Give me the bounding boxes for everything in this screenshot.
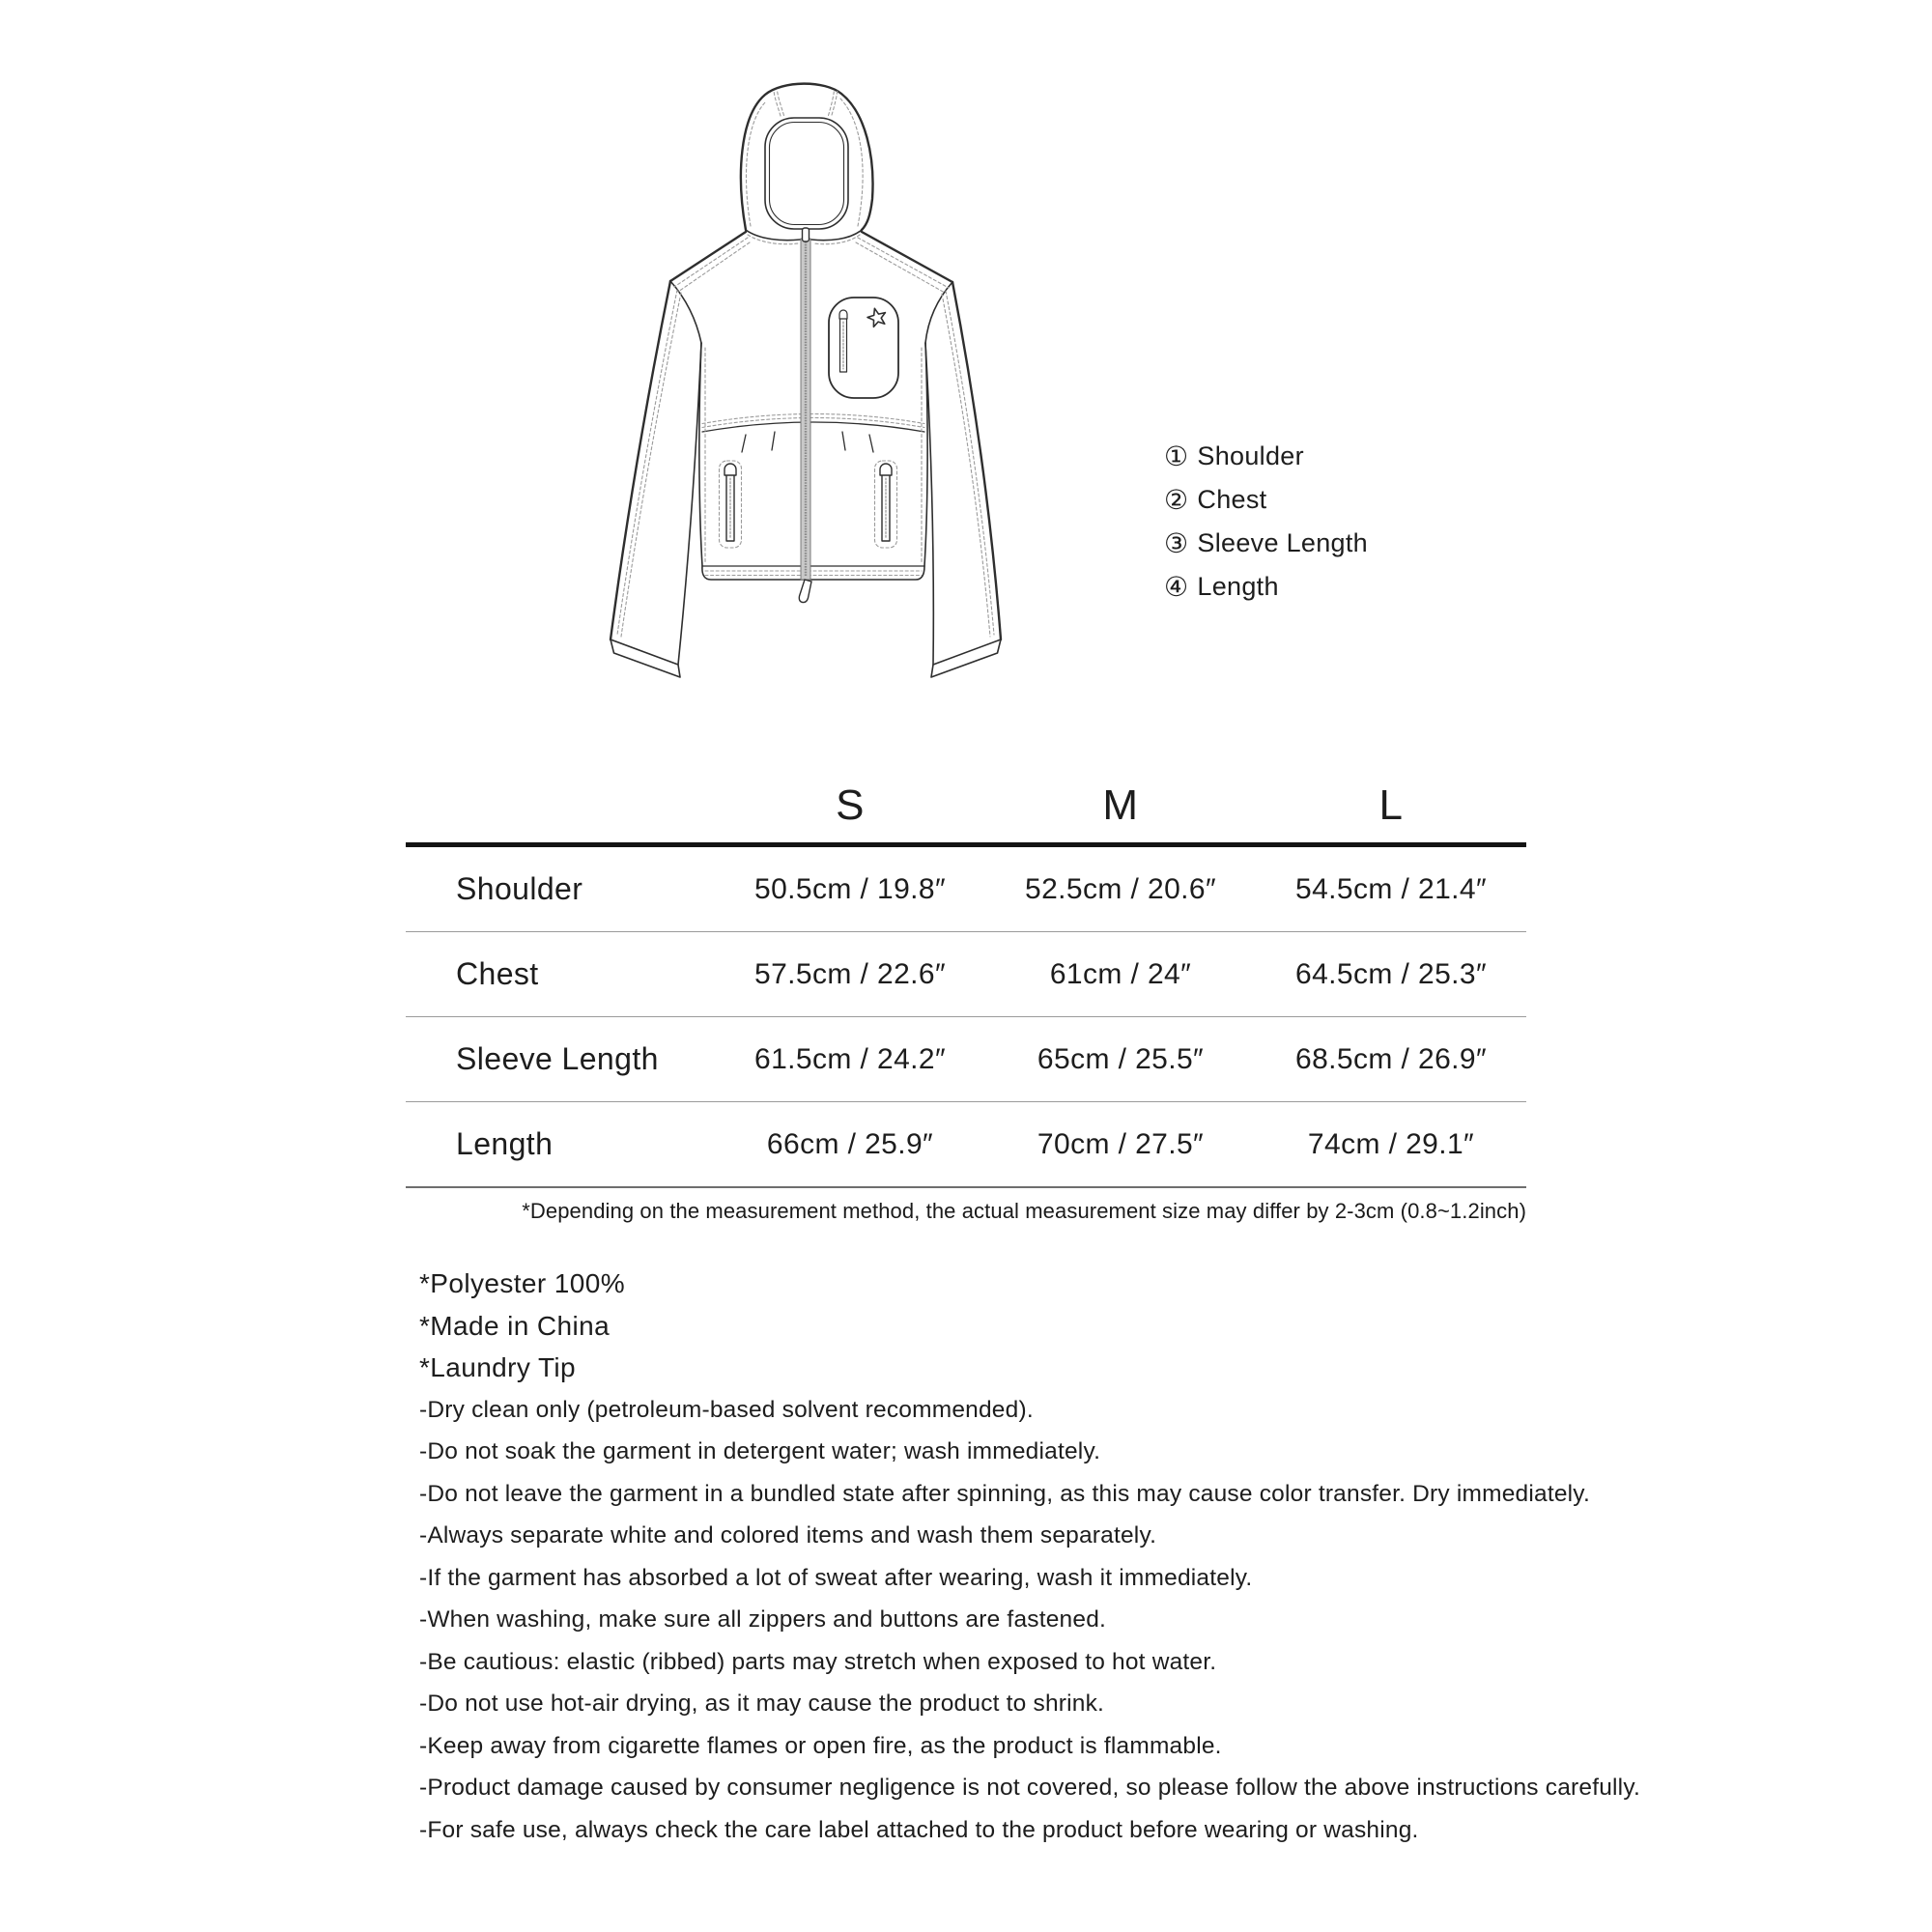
collar-left — [746, 230, 800, 241]
legend-marker: ③ — [1164, 528, 1189, 558]
row-label: Length — [456, 1126, 554, 1161]
shoulder-seam-right — [862, 232, 952, 282]
size-table — [406, 769, 1526, 1224]
sleeve-left-outer — [611, 281, 670, 639]
jacket-technical-drawing — [570, 58, 1072, 734]
care-instruction: -Be cautious: elastic (ribbed) parts may stretch when exposed to hot water. — [419, 1648, 1217, 1675]
cell-sleeve-m: 65cm / 25.5″ — [1037, 1042, 1205, 1075]
care-instruction: -Product damage caused by consumer negligence is not covered, so please follow the above instructions carefully. — [419, 1775, 1640, 1801]
row-label: Chest — [456, 956, 539, 991]
row-label: Sleeve Length — [456, 1041, 659, 1076]
cuff-right — [931, 639, 1001, 677]
product-info — [419, 1263, 1640, 1851]
sleeve-stitch-right — [942, 291, 994, 637]
sleeve-stitch-left — [617, 290, 681, 637]
legend-label: Sleeve Length — [1197, 528, 1368, 557]
hood-panel-stitch — [774, 90, 838, 116]
care-instruction: -For safe use, always check the care label attached to the product before wearing or washing. — [419, 1816, 1419, 1843]
info-laundry-tip-title: *Laundry Tip — [419, 1352, 577, 1382]
hood-outline — [741, 84, 873, 230]
table-row-length — [406, 1102, 1526, 1188]
measurement-legend — [1164, 435, 1368, 609]
armhole-left — [670, 281, 701, 343]
sleeve-right-outer — [952, 282, 1001, 639]
care-instruction: -Always separate white and colored items and wash them separately. — [419, 1522, 1157, 1548]
sleeve-left-inner — [678, 343, 701, 665]
legend-item-length — [1164, 565, 1368, 609]
zipper-pull-bottom — [799, 580, 811, 603]
legend-marker: ② — [1164, 485, 1189, 515]
hood-opening-inner — [770, 123, 844, 225]
legend-marker: ① — [1164, 441, 1189, 471]
cell-shoulder-s: 50.5cm / 19.8″ — [754, 872, 946, 905]
star-icon — [867, 308, 885, 327]
zipper-pull-top — [803, 228, 810, 242]
hood-opening-outer — [765, 118, 848, 229]
table-footnote: *Depending on the measurement method, the actual measurement size may differ by 2-3cm (0.8~1.2inch) — [522, 1199, 1526, 1223]
care-instruction: -Do not use hot-air drying, as it may cause the product to shrink. — [419, 1690, 1105, 1717]
row-label: Shoulder — [456, 871, 583, 906]
care-instruction: -When washing, make sure all zippers and buttons are fastened. — [419, 1606, 1107, 1633]
waist-stitch — [702, 414, 924, 428]
table-row-chest — [406, 932, 1526, 1017]
waist-seam — [702, 422, 924, 432]
main-zipper — [799, 228, 811, 603]
hem-bottom — [702, 566, 924, 580]
cell-length-m: 70cm / 27.5″ — [1037, 1127, 1205, 1160]
cell-length-l: 74cm / 29.1″ — [1307, 1127, 1475, 1160]
table-row-sleeve-length — [406, 1017, 1526, 1102]
care-instruction: -If the garment has absorbed a lot of sweat after wearing, wash it immediately. — [419, 1564, 1253, 1591]
care-instruction: -Dry clean only (petroleum-based solvent recommended). — [419, 1396, 1034, 1423]
legend-label: Length — [1197, 572, 1279, 601]
cell-sleeve-s: 61.5cm / 24.2″ — [754, 1042, 946, 1075]
info-origin: *Made in China — [419, 1310, 611, 1341]
legend-item-sleeve-length — [1164, 522, 1368, 565]
header-size-l: L — [1378, 781, 1404, 829]
cell-shoulder-m: 52.5cm / 20.6″ — [1025, 872, 1216, 905]
size-table-header — [406, 769, 1526, 847]
header-size-s: S — [836, 781, 865, 829]
cell-sleeve-l: 68.5cm / 26.9″ — [1295, 1042, 1487, 1075]
cuff-left — [611, 639, 680, 677]
cell-chest-m: 61cm / 24″ — [1049, 957, 1192, 990]
shoulder-seam-left — [670, 232, 746, 281]
legend-marker: ④ — [1164, 572, 1189, 602]
cell-shoulder-l: 54.5cm / 21.4″ — [1295, 872, 1487, 905]
cell-chest-s: 57.5cm / 22.6″ — [754, 957, 946, 990]
legend-item-shoulder — [1164, 435, 1368, 478]
armhole-right — [925, 282, 952, 343]
cell-length-s: 66cm / 25.9″ — [766, 1127, 934, 1160]
hem-stitch — [705, 571, 922, 576]
care-instruction: -Do not soak the garment in detergent water; wash immediately. — [419, 1438, 1101, 1464]
table-row-shoulder — [406, 847, 1526, 932]
header-size-m: M — [1102, 781, 1139, 829]
legend-label: Chest — [1197, 485, 1267, 514]
shoulder-stitch — [674, 238, 949, 293]
care-instruction: -Do not leave the garment in a bundled state after spinning, as this may cause color transfer. Dry immediately. — [419, 1480, 1590, 1507]
legend-label: Shoulder — [1197, 441, 1304, 470]
legend-item-chest — [1164, 478, 1368, 522]
info-material: *Polyester 100% — [419, 1268, 626, 1298]
cell-chest-l: 64.5cm / 25.3″ — [1295, 957, 1487, 990]
care-instruction: -Keep away from cigarette flames or open fire, as the product is flammable. — [419, 1732, 1222, 1759]
